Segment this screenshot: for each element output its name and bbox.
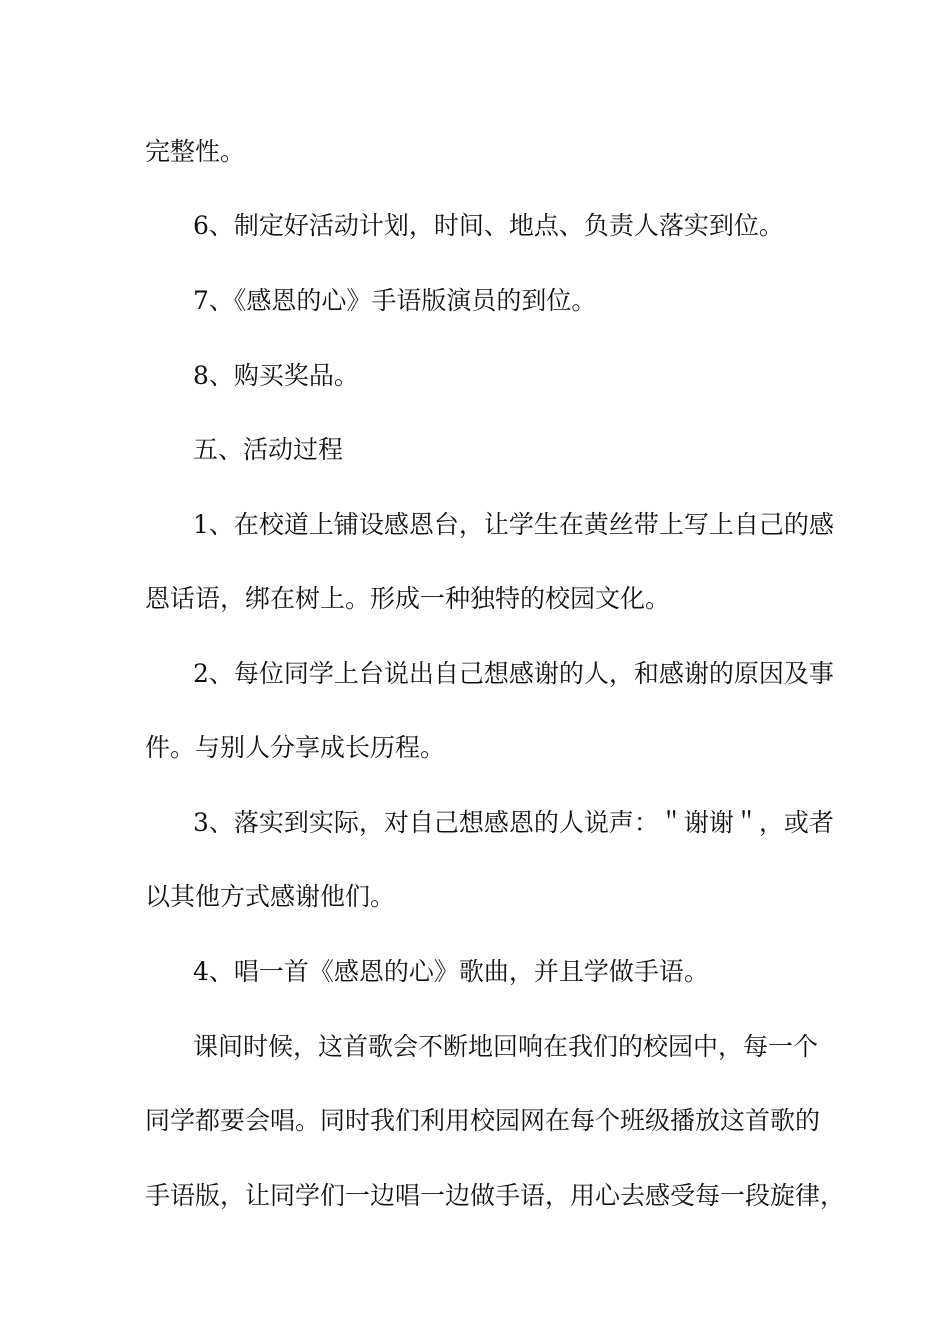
text-line: 2、每位同学上台说出自己想感谢的人，和感谢的原因及事: [193, 659, 834, 688]
text-line: 以其他方式感谢他们。: [145, 882, 396, 911]
text-line: 4、唱一首《感恩的心》歌曲，并且学做手语。: [193, 957, 709, 986]
section-heading: 五、活动过程: [193, 435, 344, 464]
text-line: 课间时候，这首歌会不断地回响在我们的校园中，每一个: [193, 1032, 819, 1061]
text-line: 7、《感恩的心》手语版演员的到位。: [193, 286, 597, 315]
text-line: 3、落实到实际，对自己想感恩的人说声：＂谢谢＂，或者: [193, 808, 834, 837]
text-line: 件。与别人分享成长历程。: [145, 733, 446, 762]
text-line: 1、在校道上铺设感恩台，让学生在黄丝带上写上自己的感: [193, 510, 834, 539]
text-line: 完整性。: [145, 137, 246, 166]
text-line: 6、制定好活动计划，时间、地点、负责人落实到位。: [193, 211, 784, 240]
text-line: 同学都要会唱。同时我们利用校园网在每个班级播放这首歌的: [145, 1106, 821, 1135]
text-line: 恩话语，绑在树上。形成一种独特的校园文化。: [145, 584, 671, 613]
text-line: 手语版，让同学们一边唱一边做手语，用心去感受每一段旋律，: [145, 1181, 846, 1210]
text-line: 8、购买奖品。: [193, 361, 359, 390]
